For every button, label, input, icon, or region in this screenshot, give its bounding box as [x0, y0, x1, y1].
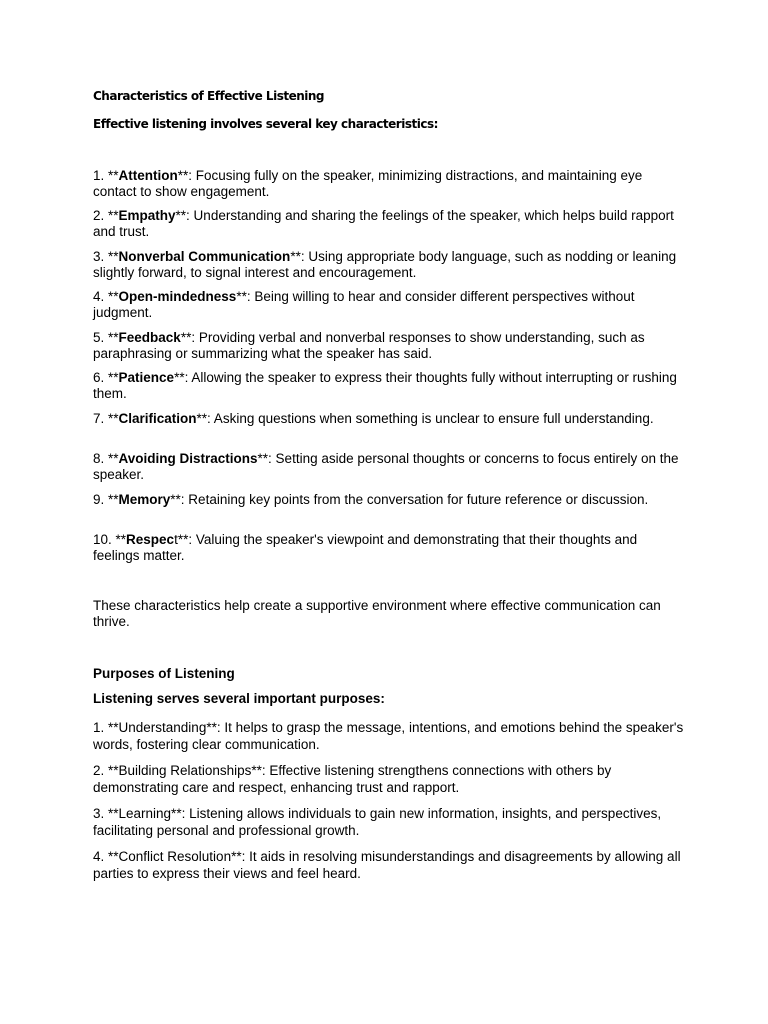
- list-item: 2. **Empathy**: Understanding and sharing the feelings of the speaker, which helps build rapport and trust.: [93, 208, 674, 239]
- section-title-characteristics: Characteristics of Effective Listening: [93, 89, 324, 103]
- list-item-term: Memory: [118, 492, 171, 507]
- list-item: 4. **Conflict Resolution**: It aids in resolving misunderstandings and disagreements by allowing all parties to express their views and feel heard.: [93, 849, 681, 881]
- list-item: 10. **Respect**: Valuing the speaker's viewpoint and demonstrating that their thoughts and feelings matter.: [93, 532, 638, 563]
- section-title-purposes: Purposes of Listening: [93, 666, 235, 681]
- list-item-term: Clarification: [118, 411, 197, 426]
- section-intro-characteristics: Effective listening involves several key characteristics:: [93, 117, 438, 131]
- list-item: 2. **Building Relationships**: Effective listening strengthens connections with others by demonstrating care and respect, enhancing trust and rapport.: [93, 763, 612, 795]
- list-item: 6. **Patience**: Allowing the speaker to express their thoughts fully without interrupting or rushing them.: [93, 370, 677, 401]
- section-intro-purposes: Listening serves several important purposes:: [93, 691, 385, 706]
- list-item: 3. **Learning**: Listening allows individuals to gain new information, insights, and perspectives, facilitating personal and professional growth.: [93, 806, 662, 838]
- list-item-term: Empathy: [118, 208, 176, 223]
- list-item-term: Nonverbal Communication: [118, 249, 291, 264]
- summary-paragraph: These characteristics help create a supportive environment where effective communication can thrive.: [93, 598, 661, 629]
- list-item: 3. **Nonverbal Communication**: Using appropriate body language, such as nodding or leaning slightly forward, to signal interest and encouragement.: [93, 249, 677, 280]
- list-item-term: Respec: [126, 532, 175, 547]
- list-item: 1. **Understanding**: It helps to grasp the message, intentions, and emotions behind the speaker's words, fostering clear communication.: [93, 720, 684, 752]
- list-item: 7. **Clarification**: Asking questions when something is unclear to ensure full understanding.: [93, 411, 654, 426]
- list-item: 9. **Memory**: Retaining key points from the conversation for future reference or discussion.: [93, 492, 649, 507]
- list-item-term: Avoiding Distractions: [118, 451, 258, 466]
- list-item-term: Patience: [118, 370, 175, 385]
- list-item-term: Attention: [118, 168, 178, 183]
- list-item: 1. **Attention**: Focusing fully on the speaker, minimizing distractions, and maintaining eye contact to show engagement.: [93, 168, 643, 199]
- list-item: 5. **Feedback**: Providing verbal and nonverbal responses to show understanding, such as paraphrasing or summarizing what the speaker has said.: [93, 330, 645, 361]
- list-item: 8. **Avoiding Distractions**: Setting aside personal thoughts or concerns to focus entirely on the speaker.: [93, 451, 679, 482]
- list-item-term: Open-mindedness: [118, 289, 237, 304]
- list-item-term: Feedback: [118, 330, 181, 345]
- list-item: 4. **Open-mindedness**: Being willing to hear and consider different perspectives without judgment.: [93, 289, 635, 320]
